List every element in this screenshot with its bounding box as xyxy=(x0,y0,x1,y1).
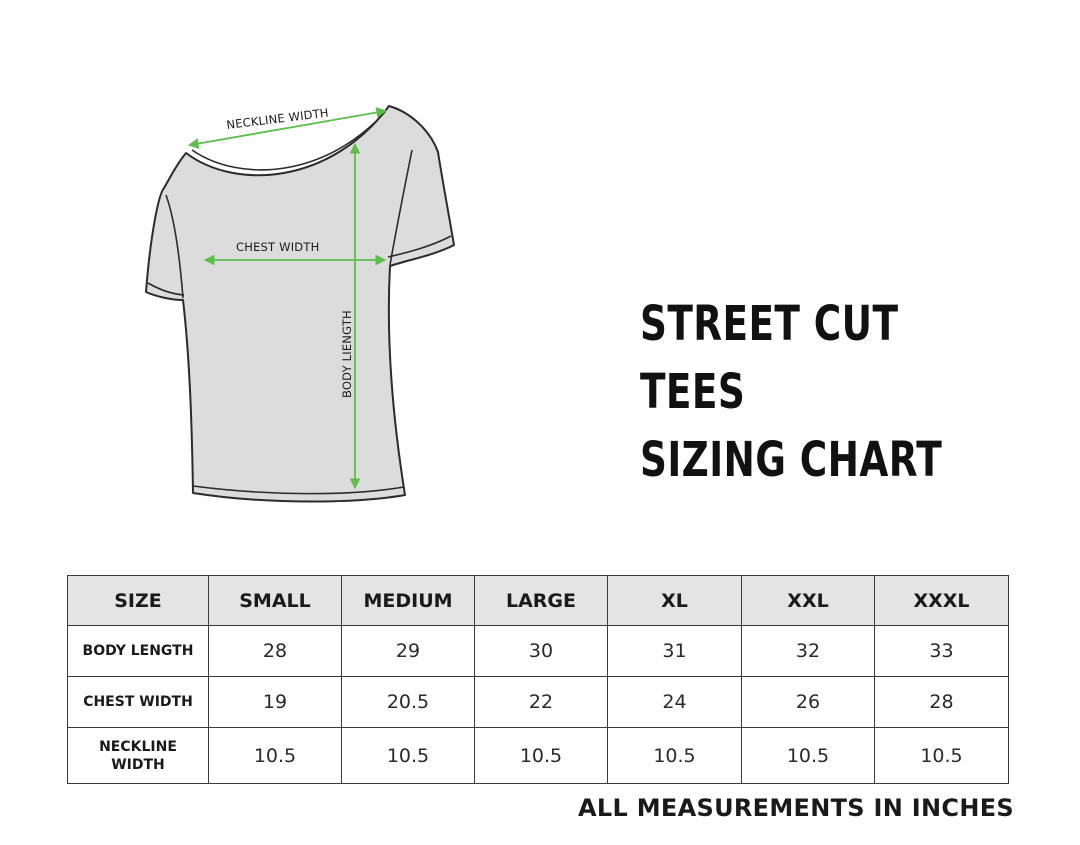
table-cell: 33 xyxy=(875,626,1009,677)
header-medium: MEDIUM xyxy=(342,576,475,626)
header-large: LARGE xyxy=(475,576,608,626)
body-length-label: BODY LIENGTH xyxy=(340,310,354,398)
page-title xyxy=(640,290,942,494)
table-cell: 28 xyxy=(875,677,1009,728)
header-small: SMALL xyxy=(209,576,342,626)
header-xxl: XXL xyxy=(742,576,875,626)
table-row xyxy=(68,626,1009,677)
neckline-width-label: NECKLINE WIDTH xyxy=(225,105,330,132)
table-cell: 20.5 xyxy=(342,677,475,728)
title-line-2: TEES xyxy=(640,364,746,420)
table-row xyxy=(68,677,1009,728)
measurement-unit-note: ALL MEASUREMENTS IN INCHES xyxy=(578,794,1014,822)
title-line-3: SIZING CHART xyxy=(640,432,943,488)
table-cell: 19 xyxy=(209,677,342,728)
table-cell: 24 xyxy=(608,677,742,728)
table-cell: 22 xyxy=(475,677,608,728)
table-cell: 10.5 xyxy=(342,728,475,784)
table-cell: 10.5 xyxy=(475,728,608,784)
title-line-1: STREET CUT xyxy=(640,296,899,352)
shirt-diagram xyxy=(0,0,560,540)
size-table xyxy=(67,575,1009,784)
table-cell: 10.5 xyxy=(608,728,742,784)
header-xxxl: XXXL xyxy=(875,576,1009,626)
table-cell: 31 xyxy=(608,626,742,677)
table-cell: 26 xyxy=(742,677,875,728)
header-xl: XL xyxy=(608,576,742,626)
table-cell: 30 xyxy=(475,626,608,677)
row-label-line: WIDTH xyxy=(111,756,165,773)
table-cell: 28 xyxy=(209,626,342,677)
table-cell: 32 xyxy=(742,626,875,677)
table-cell: 10.5 xyxy=(209,728,342,784)
row-label-body-length: BODY LENGTH xyxy=(68,626,209,677)
row-label-line: NECKLINE xyxy=(99,738,177,755)
row-label-neckline-width xyxy=(68,728,209,784)
table-header-row xyxy=(68,576,1009,626)
table-cell: 29 xyxy=(342,626,475,677)
row-label-chest-width: CHEST WIDTH xyxy=(68,677,209,728)
table-row xyxy=(68,728,1009,784)
header-size: SIZE xyxy=(68,576,209,626)
chest-width-label: CHEST WIDTH xyxy=(236,240,320,254)
table-cell: 10.5 xyxy=(875,728,1009,784)
table-cell: 10.5 xyxy=(742,728,875,784)
